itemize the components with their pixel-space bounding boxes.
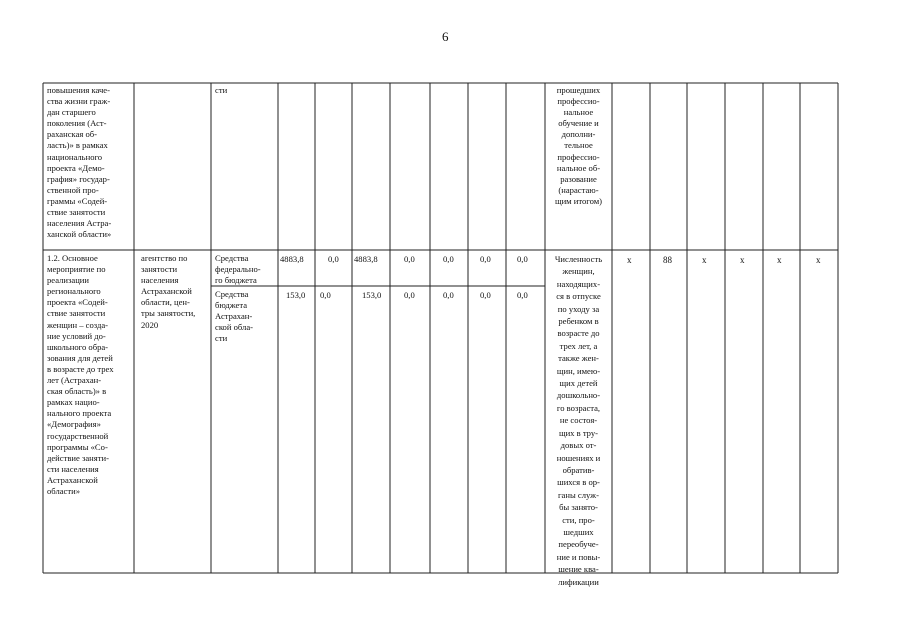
event-name: 1.2. Основное мероприятие по реализации регионального проекта «Содей- ствие занятости женщин – созда- ние условий до- школьного обра- зования для детей в возрасте до трех лет (Астрахан- ская область)» в рамках нацио- нального проекта «Демография» государственной программы «Со- действие заняти- сти населения Астраханской области»: [47, 253, 114, 496]
indicator-description: Численность женщин, находящих- ся в отпуске по уходу за ребенком в возрасте до трех лет, а также жен- щин, имею- щих детей дошкольно- го возраста, не состоя- щих в тру- довых от- ношениях и обратив- шихся в ор- ганы служ- бы занято- сти, про- шедших переобуче- ние и повы- шение ква- лификации: [554, 254, 603, 587]
federal-value-6: 0,0: [480, 254, 491, 264]
funding-source-regional: Средства бюджета Астрахан- ской обла- сти: [215, 289, 254, 344]
target-value-6: x: [816, 255, 821, 265]
regional-value-total: 153,0: [286, 290, 306, 300]
federal-value-3: 4883,8: [354, 254, 378, 264]
regional-value-5: 0,0: [443, 290, 454, 300]
regional-value-7: 0,0: [517, 290, 528, 300]
federal-value-total: 4883,8: [280, 254, 304, 264]
responsible-executor: агентство по занятости населения Астраханской области, цен- тры занятости, 2020: [141, 253, 196, 330]
federal-value-5: 0,0: [443, 254, 454, 264]
federal-value-7: 0,0: [517, 254, 528, 264]
regional-value-3: 153,0: [362, 290, 382, 300]
target-value-1: x: [627, 255, 632, 265]
target-value-4: x: [740, 255, 745, 265]
target-value-3: x: [702, 255, 707, 265]
row-top-funding-cont: сти: [215, 85, 228, 95]
target-value-2: 88: [663, 255, 672, 265]
funding-source-federal: Средства федерально- го бюджета: [215, 253, 261, 286]
page-number: 6: [442, 29, 449, 44]
target-value-5: x: [777, 255, 782, 265]
row-top-event-name: повышения каче- ства жизни граж- дан старшего поколения (Аст- раханская об- ласть)» в рамках национального проекта «Демо- графия» государ- ственной про- граммы «Содей- ствие занятости населения Астра- ханской области»: [47, 85, 112, 240]
regional-value-6: 0,0: [480, 290, 491, 300]
regional-value-4: 0,0: [404, 290, 415, 300]
regional-value-2: 0,0: [320, 290, 331, 300]
federal-value-2: 0,0: [328, 254, 339, 264]
row-top-indicator: прошедших профессио- нальное обучение и дополни- тельное профессио- нальное об- разование (нарастаю- щим итогом): [554, 85, 603, 206]
federal-value-4: 0,0: [404, 254, 415, 264]
